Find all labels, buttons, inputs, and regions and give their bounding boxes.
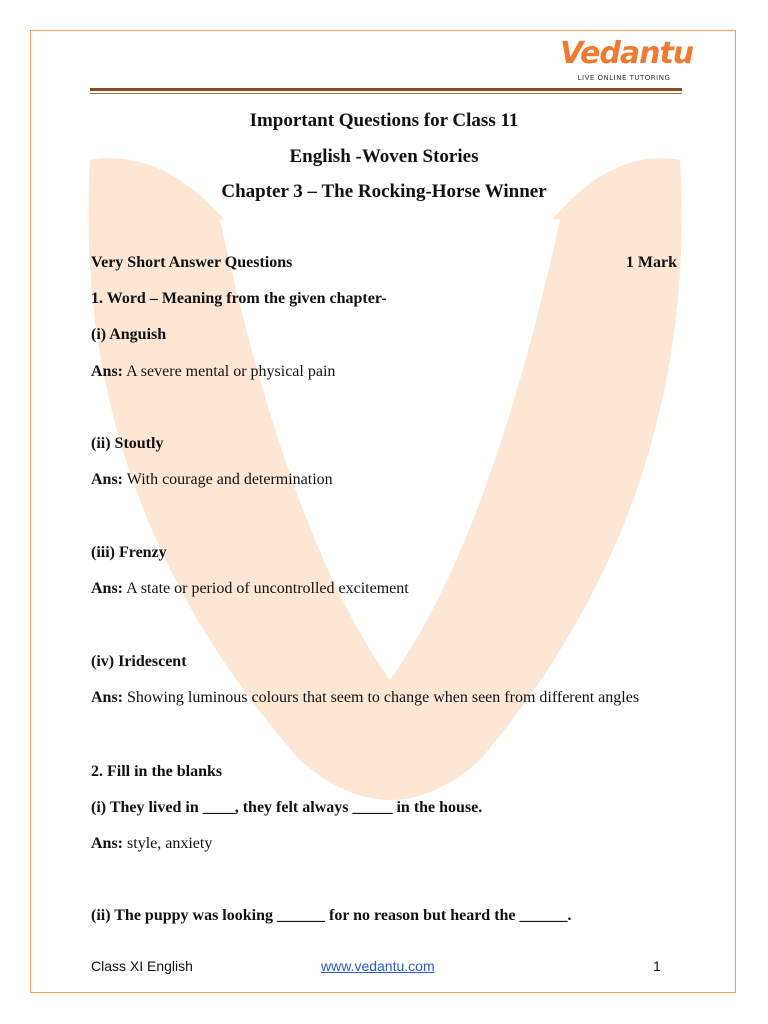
q1-term-4: (iv) Iridescent: [91, 653, 187, 670]
section-label: Very Short Answer Questions: [91, 254, 293, 271]
answer-text: With courage and determination: [123, 471, 333, 488]
title-class: Important Questions for Class 11: [249, 110, 519, 131]
answer-label: Ans:: [91, 580, 124, 597]
logo-tagline: LIVE ONLINE TUTORING: [577, 74, 671, 82]
answer-label: Ans:: [91, 689, 124, 706]
q2-answer-1: [91, 835, 212, 853]
q2-title: 2. Fill in the blanks: [91, 763, 223, 780]
q2-question-2: (ii) The puppy was looking ______ for no reason but heard the ______.: [91, 907, 572, 924]
footer-label: Class XI English: [91, 958, 193, 974]
logo-wordmark: Vedantu: [560, 36, 694, 71]
q1-answer-2: [91, 471, 333, 489]
header-rule: [90, 88, 682, 91]
q1-answer-4: [91, 689, 639, 707]
q1-term-3: (iii) Frenzy: [91, 544, 167, 561]
q2-question-1: (i) They lived in ____, they felt always _____ in the house.: [91, 799, 483, 816]
answer-text: style, anxiety: [123, 835, 213, 852]
answer-text: Showing luminous colours that seem to change when seen from different angles: [123, 689, 640, 706]
vedantu-watermark: [60, 120, 710, 870]
page-number: 1: [653, 958, 661, 974]
answer-text: A state or period of uncontrolled excitement: [123, 580, 409, 597]
q1-answer-1: [91, 363, 335, 381]
title-chapter: Chapter 3 – The Rocking-Horse Winner: [221, 181, 547, 202]
q1-title: 1. Word – Meaning from the given chapter-: [91, 290, 387, 307]
answer-label: Ans:: [91, 471, 124, 488]
q1-term-2: (ii) Stoutly: [91, 435, 164, 452]
q1-term-1: (i) Anguish: [91, 326, 167, 343]
q1-answer-3: [91, 580, 409, 598]
title-subject: English -Woven Stories: [289, 146, 479, 167]
section-marks: 1 Mark: [625, 254, 677, 271]
answer-text: A severe mental or physical pain: [123, 363, 336, 380]
vedantu-logo[interactable]: [560, 36, 694, 86]
footer-website-link[interactable]: www.vedantu.com: [321, 958, 435, 974]
header-rule-thin: [90, 93, 682, 94]
answer-label: Ans:: [91, 835, 124, 852]
answer-label: Ans:: [91, 363, 124, 380]
